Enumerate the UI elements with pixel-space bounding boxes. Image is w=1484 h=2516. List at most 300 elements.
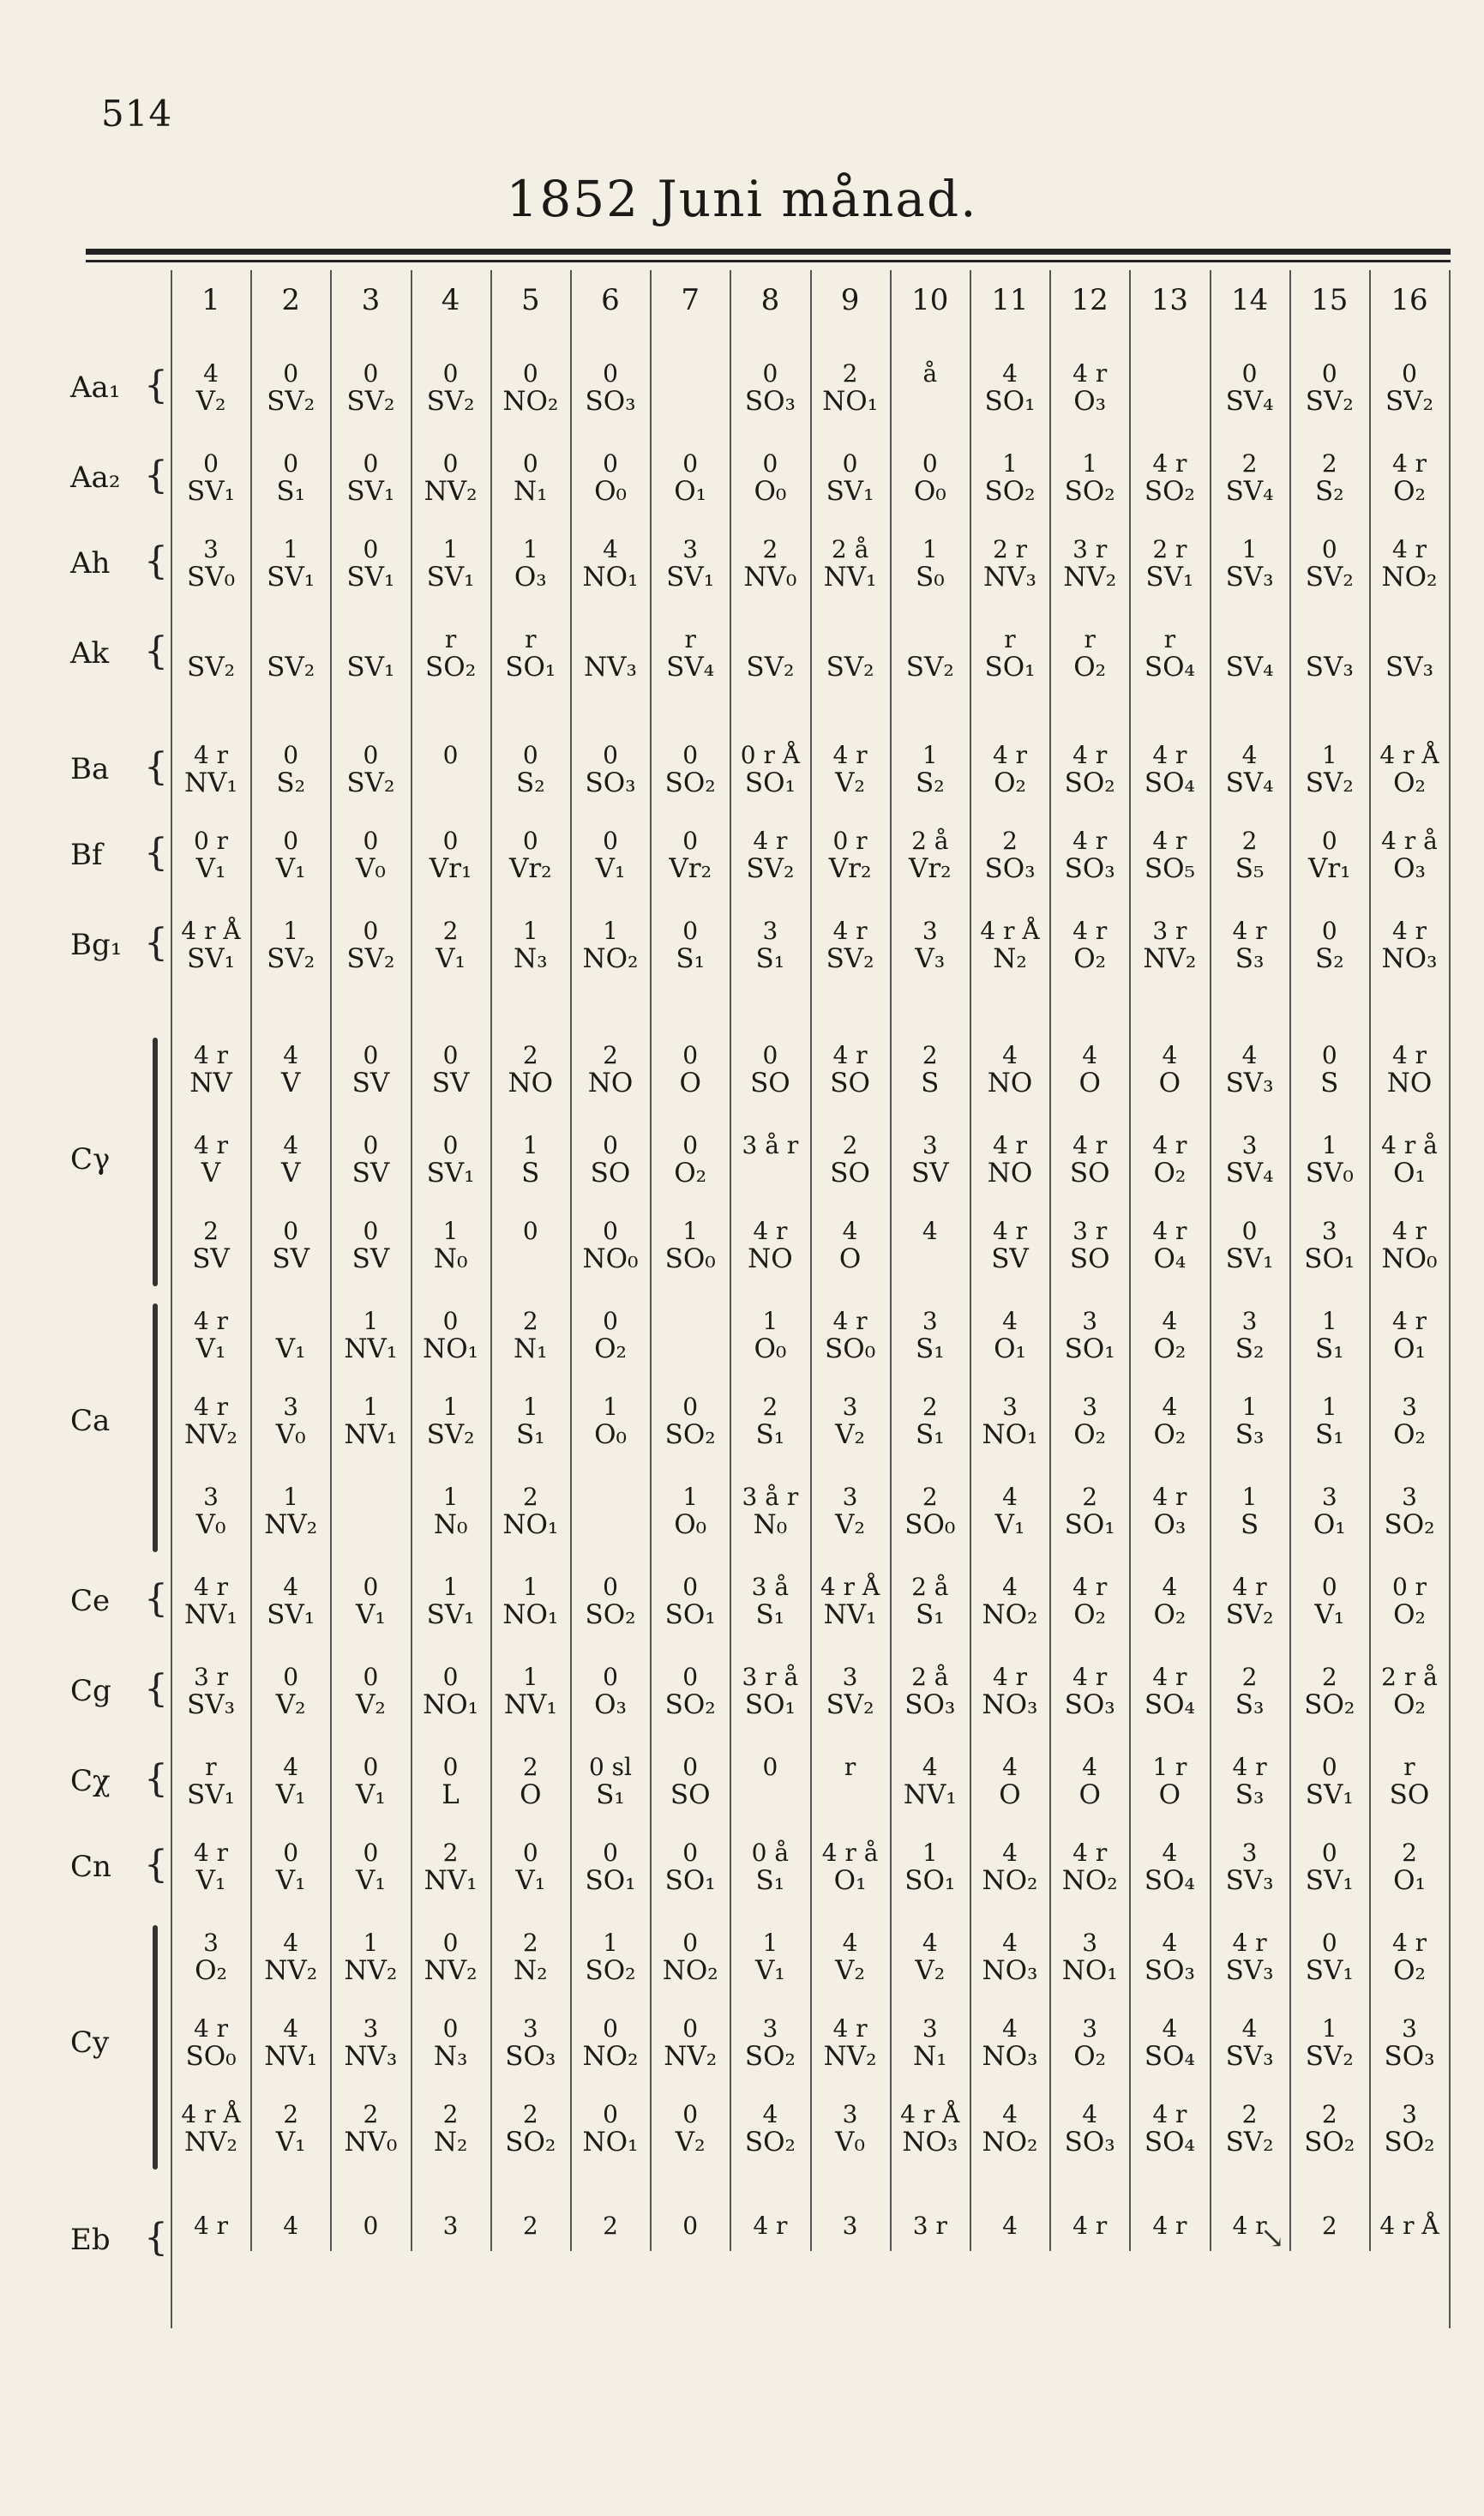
cell-grade: 4 r [1232, 1573, 1267, 1601]
column-header: 9 [840, 283, 860, 317]
cell-wind [811, 2240, 890, 2271]
cell-grade: 4 [1002, 359, 1018, 388]
table-cell [171, 1393, 250, 1452]
group-brace-icon [153, 1925, 158, 2170]
table-cell [730, 450, 809, 509]
table-cell [891, 1218, 970, 1276]
cell-wind: NV₁ [823, 1599, 877, 1630]
cell-wind: SO₄ [1144, 2127, 1195, 2158]
cell-wind: SV₃ [186, 1689, 236, 1720]
cell-wind: O₂ [1393, 767, 1426, 798]
brace-icon: { [144, 2216, 168, 2260]
cell-grade: 4 [1002, 1307, 1018, 1335]
cell-grade: 4 [1002, 1929, 1018, 1957]
cell-wind [730, 2240, 809, 2271]
cell-wind: NO₁ [582, 562, 639, 593]
cell-grade: 0 [442, 741, 459, 769]
cell-wind: NO [587, 1068, 634, 1098]
table-cell [891, 2101, 970, 2159]
table-cell [1211, 1218, 1289, 1276]
table-cell [1370, 536, 1449, 594]
cell-grade: 1 [522, 1573, 538, 1601]
table-cell [331, 1754, 410, 1812]
cell-wind: SV [991, 1243, 1029, 1274]
table-cell [651, 1664, 730, 1722]
cell-grade: 0 [1321, 1041, 1337, 1069]
cell-grade: 3 [1402, 1483, 1417, 1511]
cell-wind: O₂ [1073, 2041, 1107, 2072]
cell-wind: SV₁ [666, 562, 715, 593]
table-cell [811, 2101, 890, 2159]
cell-grade: å [922, 359, 938, 388]
table-cell [1290, 360, 1369, 418]
cell-wind: SV₂ [1305, 386, 1354, 417]
table-cell [171, 1132, 250, 1190]
table-cell [730, 1042, 809, 1100]
cell-grade: 0 [363, 1573, 379, 1601]
cell-wind: NV₂ [184, 2127, 237, 2158]
cell-wind: SV₂ [186, 652, 236, 683]
table-cell [412, 2212, 490, 2271]
cell-wind: S₁ [755, 1419, 785, 1450]
table-cell [412, 1839, 490, 1898]
cell-wind: NO₂ [1061, 1865, 1118, 1896]
table-cell [1370, 450, 1449, 509]
cell-wind: NO₁ [502, 1599, 559, 1630]
cell-grade: 2 r å [1381, 1663, 1438, 1691]
cell-wind: O₂ [674, 1158, 707, 1189]
cell-grade: 1 [922, 535, 938, 563]
cell-wind: SV₂ [905, 652, 954, 683]
table-cell [412, 1664, 490, 1722]
cell-grade: 3 r [1152, 917, 1187, 945]
cell-grade [331, 1484, 410, 1511]
cell-grade: 2 [842, 359, 858, 388]
column-header: 2 [281, 283, 300, 317]
cell-wind: SO₃ [505, 2041, 556, 2072]
cell-grade: 1 [442, 535, 459, 563]
table-cell [891, 1393, 970, 1452]
cell-wind: SO₀ [904, 1509, 956, 1540]
table-cell [331, 626, 410, 684]
cell-wind: S₁ [676, 943, 706, 974]
cell-grade: 2 [442, 2100, 459, 2128]
table-cell [730, 626, 809, 684]
table-cell [1130, 2212, 1209, 2271]
cell-wind: NV₁ [344, 1419, 398, 1450]
cell-wind: SO₃ [585, 386, 636, 417]
cell-grade: 4 r [992, 741, 1028, 769]
table-cell [1290, 2212, 1369, 2271]
cell-wind: SV₄ [1225, 767, 1274, 798]
cell-wind: O₂ [1073, 652, 1107, 683]
cell-grade: 0 [363, 449, 379, 478]
cell-grade: 0 [682, 1839, 699, 1867]
cell-grade: 1 [603, 917, 618, 945]
cell-grade: 4 r [1152, 1483, 1187, 1511]
cell-grade: 4 r [193, 1131, 229, 1159]
cell-grade [1290, 626, 1369, 653]
table-cell [1211, 1754, 1289, 1812]
cell-grade: 1 [1321, 1131, 1337, 1159]
cell-wind: V₁ [355, 1779, 386, 1810]
cell-grade: 0 [762, 359, 778, 388]
cell-grade: 4 r [1072, 917, 1108, 945]
table-cell [1211, 1484, 1289, 1542]
cell-grade: r [844, 1753, 856, 1781]
table-cell [171, 1308, 250, 1366]
cell-wind: V₂ [835, 1509, 865, 1540]
cell-grade: r [1403, 1753, 1415, 1781]
cell-grade: 2 å [831, 535, 869, 563]
table-cell [651, 1218, 730, 1276]
table-cell [251, 1754, 330, 1812]
cell-grade: 4 r [992, 1663, 1028, 1691]
cell-wind: NV₁ [424, 1865, 478, 1896]
cell-grade: 1 [442, 1483, 459, 1511]
cell-grade: 2 å [911, 1663, 949, 1691]
cell-grade: 3 [842, 1663, 858, 1691]
table-cell [251, 2101, 330, 2159]
cell-wind: NO₃ [902, 2127, 958, 2158]
cell-wind [171, 2240, 250, 2271]
table-cell [491, 626, 570, 684]
cell-grade: 4 r [992, 1131, 1028, 1159]
cell-grade [571, 1484, 650, 1511]
table-cell [1370, 1754, 1449, 1812]
cell-wind: SV₄ [1225, 476, 1274, 507]
cell-wind: V₁ [355, 1865, 386, 1896]
cell-grade: 1 [1321, 1393, 1337, 1421]
table-cell [811, 1042, 890, 1100]
cell-wind [1370, 2240, 1449, 2271]
cell-wind: SO₁ [1064, 1509, 1115, 1540]
cell-wind: V₀ [195, 1509, 226, 1540]
cell-grade: 2 å [911, 827, 949, 855]
cell-wind: O₁ [833, 1865, 867, 1896]
table-cell [1290, 1664, 1369, 1722]
cell-grade: 0 [283, 827, 299, 855]
table-cell [891, 1308, 970, 1366]
cell-wind: SO₂ [664, 1419, 716, 1450]
cell-grade: 2 [603, 2212, 618, 2240]
table-cell [1130, 1393, 1209, 1452]
cell-wind: S₁ [755, 1599, 785, 1630]
table-cell [651, 536, 730, 594]
table-cell [251, 1484, 330, 1542]
cell-wind: SO₃ [1384, 2041, 1435, 2072]
cell-wind: O₂ [1393, 1689, 1426, 1720]
cell-wind [651, 2240, 730, 2271]
cell-wind: O [679, 1068, 701, 1098]
cell-wind: SO₃ [1064, 2127, 1115, 2158]
table-cell [1370, 2015, 1449, 2074]
table-cell [970, 626, 1049, 684]
table-cell [412, 1754, 490, 1812]
cell-grade: 2 [522, 1753, 538, 1781]
cell-wind: V₁ [275, 1333, 306, 1364]
cell-wind: S₁ [596, 1779, 625, 1810]
cell-wind: O₃ [514, 562, 547, 593]
cell-grade: 4 [283, 2212, 299, 2240]
cell-grade: 0 [363, 1839, 379, 1867]
cell-wind: SO₁ [664, 1599, 716, 1630]
table-cell [1050, 918, 1129, 976]
cell-wind: SO₀ [664, 1243, 716, 1274]
cell-grade: 3 [522, 2014, 538, 2043]
table-cell [811, 828, 890, 886]
cell-grade: 2 [363, 2100, 379, 2128]
cell-wind: SO₂ [1064, 476, 1115, 507]
table-cell [1130, 1132, 1209, 1190]
table-cell [1370, 742, 1449, 800]
cell-wind: NV₁ [264, 2041, 318, 2072]
brace-icon: { [144, 1577, 168, 1621]
table-cell [171, 2212, 250, 2271]
row-label: Ba [70, 752, 110, 786]
cell-wind: NV₀ [743, 562, 797, 593]
cell-wind: O₂ [1153, 1419, 1187, 1450]
cell-wind: O₃ [1153, 1509, 1187, 1540]
cell-wind: NO [748, 1243, 793, 1274]
table-cell [1130, 1308, 1209, 1366]
cell-wind [811, 1781, 890, 1812]
table-cell [171, 742, 250, 800]
table-cell [331, 536, 410, 594]
table-cell [331, 828, 410, 886]
cell-wind: NO [508, 1068, 554, 1098]
cell-grade: 4 r [193, 1393, 229, 1421]
cell-wind: O₁ [674, 476, 707, 507]
cell-wind: NO₀ [1381, 1243, 1438, 1274]
cell-grade: 3 [1002, 1393, 1018, 1421]
cell-wind: SV₃ [1225, 2041, 1274, 2072]
table-cell [331, 742, 410, 800]
cell-grade: 4 [1162, 1393, 1178, 1421]
cell-grade: 4 [1002, 1041, 1018, 1069]
cell-wind: V₂ [675, 2127, 706, 2158]
cell-wind [891, 2240, 970, 2271]
cell-grade: 2 [762, 1393, 778, 1421]
table-cell [571, 450, 650, 509]
cell-grade: 0 [363, 1041, 379, 1069]
cell-wind [970, 2240, 1049, 2271]
cell-grade: 1 [442, 1573, 459, 1601]
cell-grade: 0 [603, 741, 618, 769]
table-cell [730, 1484, 809, 1542]
table-cell [811, 2212, 890, 2271]
cell-wind: NO₁ [982, 1419, 1038, 1450]
cell-grade: 2 [1241, 1663, 1258, 1691]
cell-grade: 3 r å [742, 1663, 799, 1691]
cell-wind: O₂ [1393, 1599, 1426, 1630]
table-cell [1050, 450, 1129, 509]
cell-wind: V₁ [195, 1333, 226, 1364]
cell-wind: N₂ [993, 943, 1027, 974]
cell-wind: SV₁ [186, 943, 236, 974]
column-header: 1 [201, 283, 220, 317]
cell-grade: 0 [762, 449, 778, 478]
table-cell [1370, 1574, 1449, 1632]
cell-wind: V₁ [195, 1865, 226, 1896]
table-cell [1050, 1308, 1129, 1366]
cell-wind: SV₂ [1225, 1599, 1274, 1630]
table-cell [491, 2015, 570, 2074]
cell-grade: 4 r Å [820, 1573, 880, 1601]
table-cell [1290, 1308, 1369, 1366]
table-cell [331, 1484, 410, 1542]
cell-grade: 0 [522, 741, 538, 769]
cell-wind: SV₂ [426, 1419, 475, 1450]
cell-grade: 0 [522, 359, 538, 388]
cell-grade: 4 [1162, 1041, 1178, 1069]
cell-grade: 3 [842, 1393, 858, 1421]
table-cell [1130, 828, 1209, 886]
cell-grade: 0 [603, 1131, 618, 1159]
column-header: 5 [520, 283, 540, 317]
cell-grade: 2 [1402, 1839, 1417, 1867]
cell-grade: 4 [283, 1753, 299, 1781]
table-cell [811, 1308, 890, 1366]
cell-grade: 4 r [1232, 1929, 1267, 1957]
cell-grade: 3 å r [742, 1483, 799, 1511]
cell-wind: NO₂ [982, 1865, 1038, 1896]
table-cell [651, 1132, 730, 1190]
cell-grade: 4 r [1152, 1131, 1187, 1159]
cell-grade: 3 [842, 2212, 858, 2240]
cell-wind: SV₂ [346, 386, 395, 417]
table-cell [970, 1042, 1049, 1100]
cell-wind: O₂ [594, 1333, 627, 1364]
cell-wind: O₂ [1153, 1158, 1187, 1189]
table-cell [1370, 1664, 1449, 1722]
cell-wind: O₃ [1073, 386, 1107, 417]
brace-icon: { [144, 1667, 168, 1711]
table-cell [811, 1839, 890, 1898]
table-cell [970, 1218, 1049, 1276]
row-label: Eb [70, 2223, 111, 2257]
cell-wind: N₂ [514, 1955, 548, 1986]
cell-wind: S₁ [915, 1419, 945, 1450]
table-cell [1211, 360, 1289, 418]
cell-wind: SV₄ [666, 652, 715, 683]
table-cell [1290, 450, 1369, 509]
cell-wind: NV₂ [823, 2041, 877, 2072]
cell-grade: 4 [203, 359, 219, 388]
cell-grade: 2 [283, 2100, 299, 2128]
table-cell [251, 1664, 330, 1722]
cell-wind: O [1158, 1779, 1181, 1810]
cell-wind: SO₄ [1144, 652, 1195, 683]
cell-grade: 4 r å [1381, 1131, 1438, 1159]
cell-wind: NO₁ [423, 1689, 479, 1720]
table-cell [1370, 626, 1449, 684]
cell-grade: 2 å [911, 1573, 949, 1601]
table-cell [331, 1664, 410, 1722]
cell-wind: SO₁ [505, 652, 556, 683]
table-cell [171, 2015, 250, 2074]
table-cell [571, 1484, 650, 1542]
cell-grade: 0 [522, 827, 538, 855]
table-cell [331, 360, 410, 418]
cell-grade: 0 [283, 741, 299, 769]
cell-grade: 4 [1002, 2014, 1018, 2043]
table-cell [730, 1839, 809, 1898]
cell-wind [571, 2240, 650, 2271]
table-cell [651, 1042, 730, 1100]
cell-grade: 0 [283, 1663, 299, 1691]
cell-grade: 4 r [1232, 1753, 1267, 1781]
table-cell [571, 1754, 650, 1812]
cell-grade: 3 [1241, 1131, 1258, 1159]
brace-icon: { [144, 364, 168, 407]
cell-grade: 0 [603, 359, 618, 388]
cell-grade: 0 [522, 1839, 538, 1867]
table-cell [891, 1042, 970, 1100]
table-cell [1370, 1042, 1449, 1100]
table-cell [811, 450, 890, 509]
cell-wind: O₁ [1393, 1333, 1426, 1364]
cell-wind: O₂ [994, 767, 1026, 798]
cell-wind: O [838, 1243, 862, 1274]
cell-wind: SV₁ [1145, 562, 1194, 593]
cell-grade: 3 r [1072, 535, 1108, 563]
table-cell [1290, 1754, 1369, 1812]
cell-wind: SO₁ [744, 767, 796, 798]
cell-wind: SO₁ [984, 652, 1036, 683]
cell-grade: 1 [522, 1131, 538, 1159]
table-cell [251, 918, 330, 976]
cell-wind: O₁ [1393, 1865, 1426, 1896]
cell-grade: 1 [283, 535, 299, 563]
cell-wind: O₁ [994, 1333, 1026, 1364]
cell-grade: 2 [522, 2212, 538, 2240]
table-cell [251, 1308, 330, 1366]
cell-grade: 0 [603, 827, 618, 855]
table-cell [571, 918, 650, 976]
table-cell [412, 1218, 490, 1276]
cell-wind: SV₂ [1385, 386, 1434, 417]
cell-wind: SO₂ [1384, 1509, 1435, 1540]
table-cell [811, 918, 890, 976]
table-cell [970, 2015, 1049, 2074]
cell-wind: V₂ [915, 1955, 946, 1986]
cell-grade: 4 r Å [181, 2100, 241, 2128]
cell-wind: SO₁ [744, 1689, 796, 1720]
cell-grade: 0 [603, 1217, 618, 1245]
cell-wind [1130, 388, 1209, 418]
table-cell [171, 360, 250, 418]
cell-wind: S₂ [515, 767, 545, 798]
cell-wind: O₂ [1393, 1419, 1426, 1450]
cell-grade: 2 [442, 917, 459, 945]
cell-wind: NO₂ [662, 1955, 718, 1986]
table-cell [571, 360, 650, 418]
cell-grade: 1 [1321, 1307, 1337, 1335]
cell-grade: 4 r [1152, 1663, 1187, 1691]
cell-wind: V₁ [436, 943, 466, 974]
table-cell [1370, 1929, 1449, 1988]
cell-wind: NO₁ [1061, 1955, 1118, 1986]
table-cell [571, 1664, 650, 1722]
cell-wind: SO₂ [664, 767, 716, 798]
cell-wind: S [1240, 1509, 1259, 1540]
cell-wind: S₁ [276, 476, 306, 507]
cell-grade: 4 r Å [900, 2100, 960, 2128]
table-cell [251, 450, 330, 509]
cell-wind: SV₂ [746, 652, 795, 683]
table-cell [1050, 1484, 1129, 1542]
